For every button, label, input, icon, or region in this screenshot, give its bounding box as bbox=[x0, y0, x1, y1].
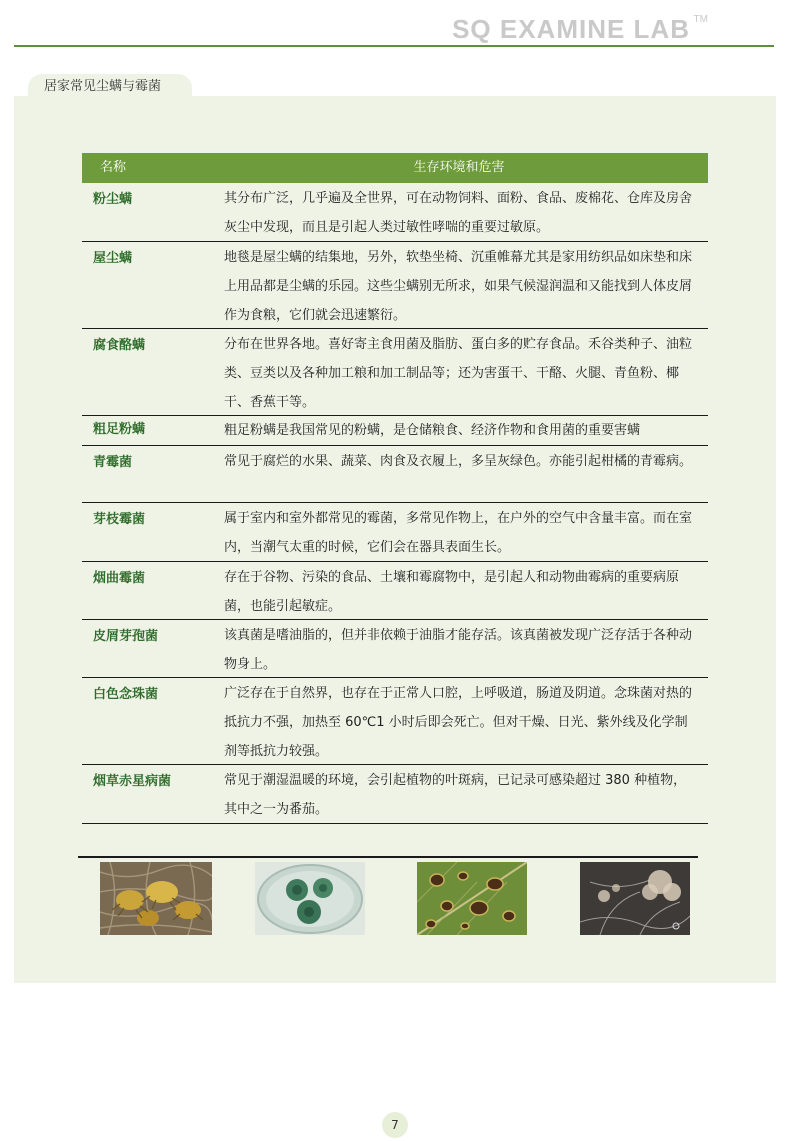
row-name: 粉尘螨 bbox=[93, 192, 133, 207]
row-name: 皮屑芽孢菌 bbox=[93, 629, 159, 644]
trademark-mark: TM bbox=[693, 14, 708, 25]
row-description: 分布在世界各地。喜好寄主食用菌及脂肪、蛋白多的贮存食品。禾谷类种子、油粒类、豆类以及各种加工粮和加工制品等；还为害蛋干、干酪、火腿、青鱼粉、椰干、香蕉干等。 bbox=[224, 337, 693, 410]
table-row bbox=[82, 446, 708, 503]
table-row bbox=[82, 562, 708, 620]
row-name: 粗足粉螨 bbox=[93, 422, 146, 437]
brand-logo: SQ EXAMINE LAB bbox=[452, 14, 690, 44]
row-description: 常见于腐烂的水果、蔬菜、肉食及衣履上，多呈灰绿色。亦能引起柑橘的青霉病。 bbox=[224, 454, 693, 469]
row-name: 腐食酪螨 bbox=[93, 338, 146, 353]
row-name: 芽枝霉菌 bbox=[93, 512, 146, 527]
species-table bbox=[82, 153, 708, 824]
row-description: 属于室内和室外都常见的霉菌，多常见作物上，在户外的空气中含量丰富。而在室内，当潮气太重的时候，它们会在器具表面生长。 bbox=[224, 511, 693, 555]
row-description: 地毯是屋尘螨的结集地，另外，软垫坐椅、沉重帷幕尤其是家用纺织品如床垫和床上用品都是尘螨的乐园。这些尘螨别无所求，如果气候湿润温和又能找到人体皮屑作为食粮，它们就会迅速繁衍。 bbox=[224, 250, 693, 323]
table-row bbox=[82, 416, 708, 446]
row-name: 青霉菌 bbox=[93, 455, 133, 470]
petri-dish-mold-photo-icon bbox=[255, 862, 365, 935]
leaf-spot-disease-photo-icon bbox=[417, 862, 527, 935]
table-row bbox=[82, 678, 708, 765]
row-description: 该真菌是嗜油脂的，但并非依赖于油脂才能存活。该真菌被发现广泛存活于各种动物身上。 bbox=[224, 628, 693, 672]
row-description: 广泛存在于自然界，也存在于正常人口腔，上呼吸道，肠道及阴道。念珠菌对热的抵抗力不强，加热至 60℃1 小时后即会死亡。但对干燥、日光、紫外线及化学制剂等抵抗力较强。 bbox=[224, 686, 693, 759]
row-name: 烟草赤星病菌 bbox=[93, 774, 172, 789]
gallery-divider bbox=[78, 856, 698, 858]
row-name: 屋尘螨 bbox=[93, 251, 133, 266]
row-description: 存在于谷物、污染的食品、土壤和霉腐物中，是引起人和动物曲霉病的重要病原菌，也能引起敏症。 bbox=[224, 570, 680, 614]
table-row bbox=[82, 620, 708, 678]
table-row bbox=[82, 183, 708, 242]
row-name: 白色念珠菌 bbox=[93, 687, 159, 702]
table-row bbox=[82, 765, 708, 824]
microscope-fungus-photo-icon bbox=[580, 862, 690, 935]
table-row bbox=[82, 503, 708, 562]
header-rule bbox=[14, 45, 774, 47]
dust-mite-photo-icon bbox=[100, 862, 212, 935]
table-row bbox=[82, 329, 708, 416]
row-description: 其分布广泛，几乎遍及全世界，可在动物饲料、面粉、食品、废棉花、仓库及房舍灰尘中发现，而且是引起人类过敏性哮喘的重要过敏原。 bbox=[224, 191, 693, 235]
table-header bbox=[82, 153, 708, 183]
page-number-badge: 7 bbox=[382, 1112, 408, 1138]
table-row bbox=[82, 242, 708, 329]
column-header-description: 生存环境和危害 bbox=[413, 160, 505, 175]
row-name: 烟曲霉菌 bbox=[93, 571, 146, 586]
section-title-tab: 居家常见尘螨与霉菌 bbox=[28, 74, 192, 100]
column-header-name: 名称 bbox=[100, 160, 127, 175]
row-description: 常见于潮湿温暖的环境，会引起植物的叶斑病，已记录可感染超过 380 种植物，其中之一为番茄。 bbox=[224, 773, 687, 817]
row-description: 粗足粉螨是我国常见的粉螨，是仓储粮食、经济作物和食用菌的重要害螨 bbox=[224, 423, 641, 438]
